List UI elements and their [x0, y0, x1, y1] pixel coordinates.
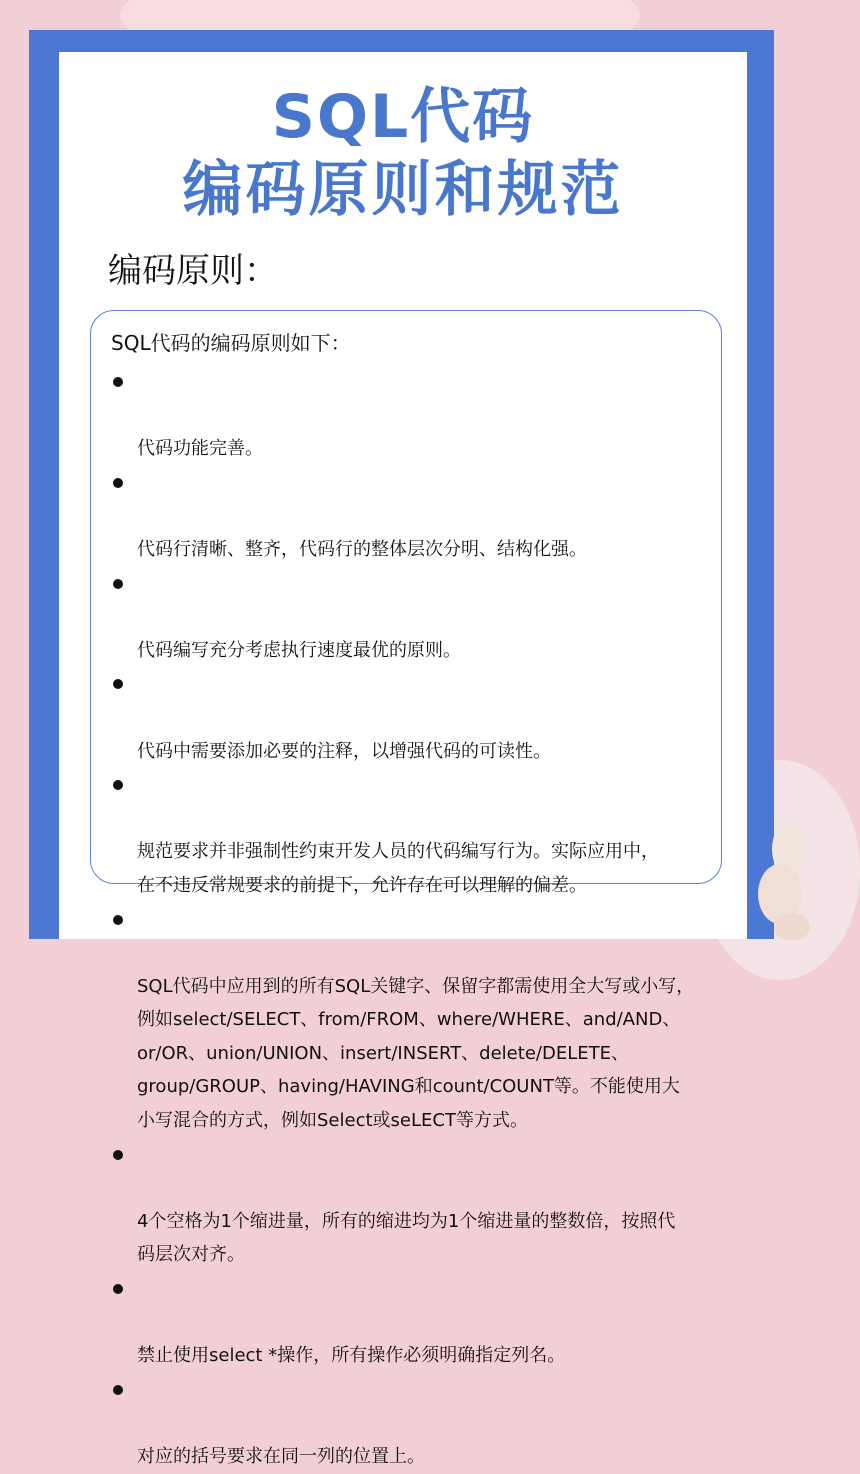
list-item-text: 规范要求并非强制性约束开发人员的代码编写行为。实际应用中， 在不违反常规要求的前提下，允许存在可以理解的偏差。 [137, 841, 659, 896]
bullet-icon [113, 377, 123, 387]
list-item-text: 4个空格为1个缩进量，所有的缩进均为1个缩进量的整数倍，按照代 码层次对齐。 [137, 1210, 676, 1266]
list-item-text: SQL代码中应用到的所有SQL关键字、保留字都需使用全大写或小写， 例如select/SELECT、from/FROM、where/WHERE、and/AND、 or/OR、union/UNION、insert/INSERT、delete/DELETE、 group/GROUP、having/HAVING和count/COUNT等。不能使用大 小写混合的方式，例如Select或seLECT等方式。 [137, 975, 695, 1132]
page-title-line-2: 编码原则和规范 [182, 155, 624, 225]
list-item [91, 667, 723, 768]
bullet-icon [113, 579, 123, 589]
list-item [91, 466, 723, 567]
section-heading: 编码原则： [108, 251, 278, 291]
bullet-icon [113, 1150, 123, 1160]
list-item-text: 禁止使用select *操作，所有操作必须明确指定列名。 [137, 1345, 566, 1367]
bullet-icon [113, 679, 123, 689]
principles-box [90, 310, 722, 1467]
intro-text: SQL代码的编码原则如下： [111, 331, 351, 355]
list-item [91, 768, 723, 902]
list-item [91, 1272, 723, 1373]
list-item [91, 365, 723, 466]
bullet-icon [113, 1385, 123, 1395]
principles-list [91, 365, 723, 1474]
bullet-icon [113, 780, 123, 790]
page-title-line-1: SQL代码 [271, 82, 535, 152]
list-item-text: 对应的括号要求在同一列的位置上。 [137, 1446, 425, 1467]
list-item [91, 903, 723, 1138]
list-item-text: 代码行清晰、整齐，代码行的整体层次分明、结构化强。 [137, 538, 587, 560]
bullet-icon [113, 1284, 123, 1294]
list-item [91, 567, 723, 668]
bullet-icon [113, 915, 123, 925]
list-item [91, 1138, 723, 1272]
list-item-text: 代码编写充分考虑执行速度最优的原则。 [137, 639, 461, 661]
list-item-text: 代码中需要添加必要的注释，以增强代码的可读性。 [137, 740, 551, 762]
list-item [91, 1373, 723, 1474]
bullet-icon [113, 478, 123, 488]
flower-decoration-icon [740, 819, 800, 939]
list-item-text: 代码功能完善。 [137, 438, 263, 460]
content-card [59, 52, 747, 1467]
